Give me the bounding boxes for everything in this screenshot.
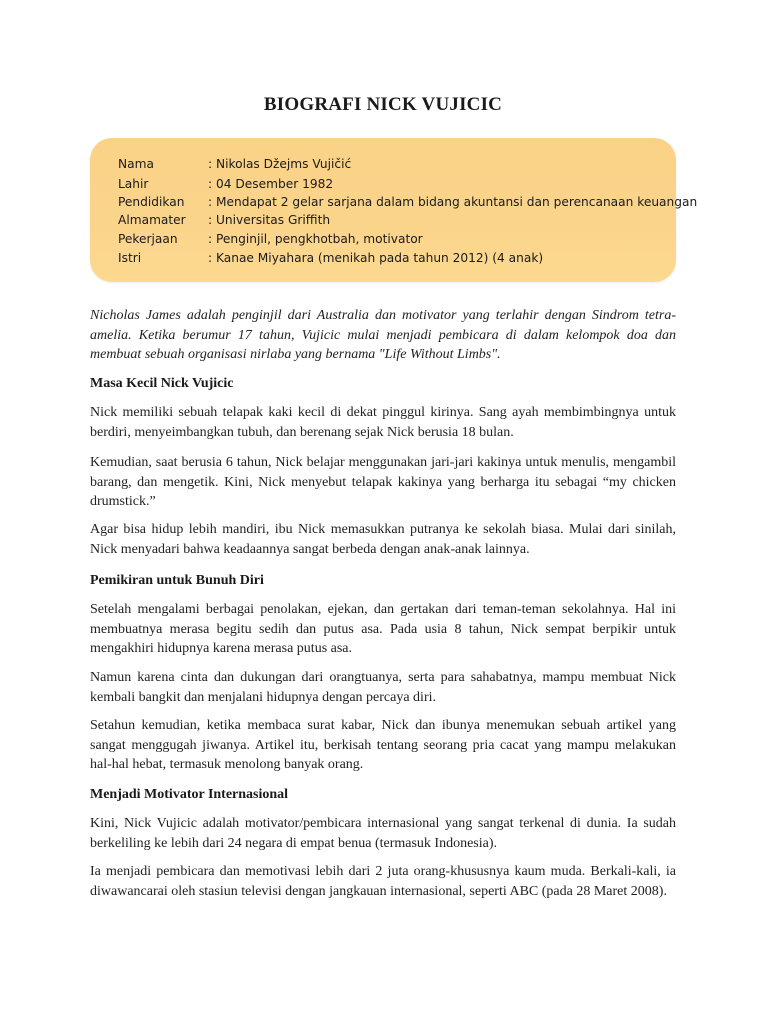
paragraph: Setahun kemudian, ketika membaca surat kabar, Nick dan ibunya menemukan sebuah artikel yang sangat menggugah jiwanya. Artikel itu, berkisah tentang seorang pria cacat yang mampu melakukan hal-hal hebat, termasuk menolong banyak orang. xyxy=(90,718,676,772)
paragraph: Kini, Nick Vujicic adalah motivator/pembicara internasional yang sangat terkenal di dunia. Ia sudah berkeliling ke lebih dari 24 negara di empat benua (termasuk Indonesia). xyxy=(90,816,676,851)
info-value: : Kanae Miyahara (menikah pada tahun 2012) (4 anak) xyxy=(208,251,543,265)
paragraph: Namun karena cinta dan dukungan dari orangtuanya, serta para sahabatnya, mampu membuat Nick kembali bangkit dan menjalani hidupnya dengan percaya diri. xyxy=(90,670,676,705)
info-label: Nama xyxy=(118,157,154,171)
info-value: : Nikolas Džejms Vujičić xyxy=(208,157,351,171)
info-value: : 04 Desember 1982 xyxy=(208,177,333,191)
info-value: : Mendapat 2 gelar sarjana dalam bidang akuntansi dan perencanaan keuangan xyxy=(208,195,697,209)
page-title: BIOGRAFI NICK VUJICIC xyxy=(263,94,503,115)
section-heading-bunuh-diri: Pemikiran untuk Bunuh Diri xyxy=(90,573,264,588)
info-label: Pekerjaan xyxy=(118,232,178,246)
info-value: : Penginjil, pengkhotbah, motivator xyxy=(208,232,423,246)
intro-paragraph: Nicholas James adalah penginjil dari Australia dan motivator yang terlahir dengan Sindrom tetra-amelia. Ketika berumur 17 tahun, Vujicic mulai menjadi pembicara di dalam kelompok doa dan membuat sebuah organisasi nirlaba yang bernama "Life Without Limbs". xyxy=(90,308,676,362)
paragraph: Setelah mengalami berbagai penolakan, ejekan, dan gertakan dari teman-teman sekolahnya. Hal ini membuatnya merasa begitu sedih dan putus asa. Pada usia 8 tahun, Nick sempat berpikir untuk mengakhiri hidupnya karena merasa putus asa. xyxy=(90,602,676,656)
info-label: Pendidikan xyxy=(118,195,185,209)
info-label: Almamater xyxy=(118,213,186,227)
info-box xyxy=(90,138,698,282)
paragraph: Agar bisa hidup lebih mandiri, ibu Nick memasukkan putranya ke sekolah biasa. Mulai dari sinilah, Nick menyadari bahwa keadaannya sangat berbeda dengan anak-anak lainnya. xyxy=(90,522,676,557)
info-value: : Universitas Griffith xyxy=(208,213,330,227)
info-label: Lahir xyxy=(118,177,149,191)
section-heading-motivator: Menjadi Motivator Internasional xyxy=(90,787,289,802)
section-heading-masa-kecil: Masa Kecil Nick Vujicic xyxy=(90,376,234,391)
paragraph: Nick memiliki sebuah telapak kaki kecil di dekat pinggul kirinya. Sang ayah membimbingnya untuk berdiri, menyeimbangkan tubuh, dan berenang sejak Nick berusia 18 bulan. xyxy=(90,405,676,440)
paragraph: Ia menjadi pembicara dan memotivasi lebih dari 2 juta orang-khususnya kaum muda. Berkali-kali, ia diwawancarai oleh stasiun televisi dengan jangkauan internasional, seperti ABC (pada 28 Maret 2008). xyxy=(90,864,676,899)
paragraph: Kemudian, saat berusia 6 tahun, Nick belajar menggunakan jari-jari kakinya untuk menulis, mengambil barang, dan mengetik. Kini, Nick menyebut telapak kakinya yang berharga itu sebagai “my chicken drumstick.” xyxy=(90,455,676,509)
info-label: Istri xyxy=(118,251,142,265)
